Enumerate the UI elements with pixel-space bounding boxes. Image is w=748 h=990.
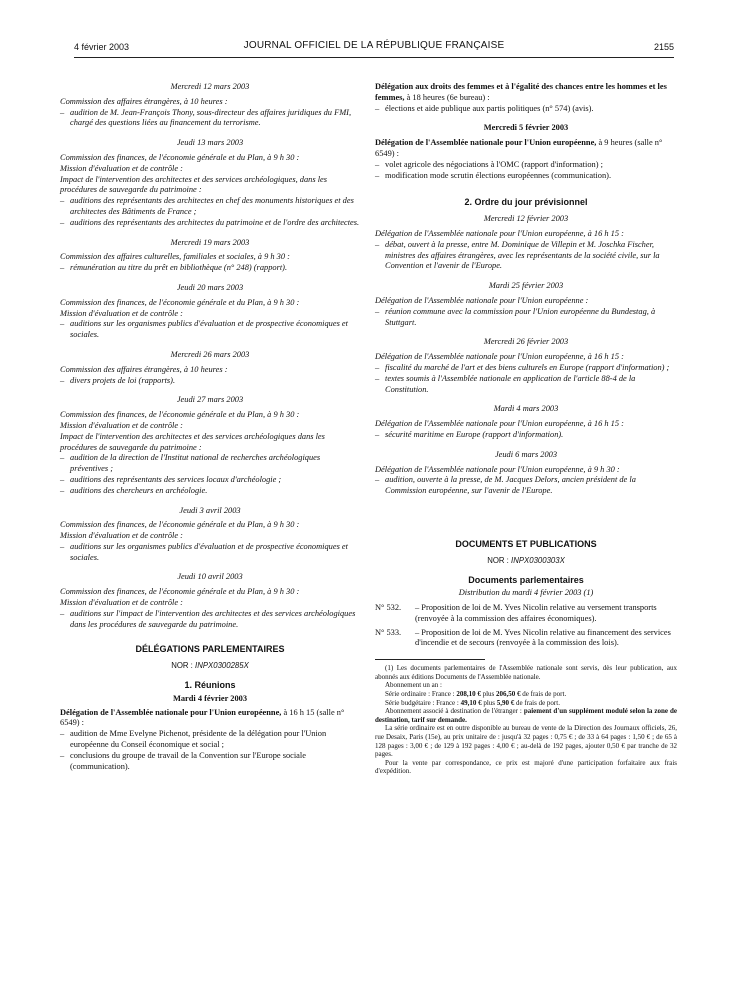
agenda-date: Jeudi 6 mars 2003 xyxy=(494,449,558,459)
agenda-item: – fiscalité du marché de l'art et des biens culturels en Europe (rapport d'information) ; xyxy=(375,362,670,372)
agenda-item: – sécurité maritime en Europe (rapport d'information). xyxy=(375,429,564,439)
agenda-topic: Impact de l'intervention des architectes et des services archéologiques, dans les procédures de sauvegarde du patrimoine : xyxy=(60,174,328,195)
footnote-text: Pour la vente par correspondance, ce prix est majoré d'une participation forfaitaire aux frais d'expédition. xyxy=(375,758,677,776)
document-item xyxy=(375,628,677,650)
agenda-commission: Commission des finances, de l'économie générale et du Plan, à 9 h 30 : xyxy=(60,587,300,597)
meeting-date: Mardi 4 février 2003 xyxy=(172,693,248,703)
header-page-number: 2155 xyxy=(653,42,674,52)
agenda-commission: Commission des finances, de l'économie générale et du Plan, à 9 h 30 : xyxy=(60,520,300,530)
agenda-item: – auditions des représentants des services locaux d'archéologie ; xyxy=(60,474,282,484)
agenda-date: Mercredi 12 février 2003 xyxy=(483,214,569,224)
document-number: N° 533. xyxy=(375,627,402,637)
agenda-commission: Délégation de l'Assemblée nationale pour l'Union européenne, à 16 h 15 : xyxy=(375,228,624,238)
agenda-block-10-avril xyxy=(60,572,360,630)
agenda-commission: Délégation de l'Assemblée nationale pour l'Union européenne, à 16 h 15 : xyxy=(375,419,624,429)
agenda-commission: Commission des affaires étrangères, à 10 heures : xyxy=(60,96,228,106)
agenda-block-12-mars xyxy=(60,82,360,129)
agenda-item: – audition, ouverte à la presse, de M. Jacques Delors, ancien président de la Commission européenne, sur l'avenir de l'Europe. xyxy=(375,475,636,496)
agenda-item: – auditions sur les organismes publics d'évaluation et de prospective économiques et sociales. xyxy=(60,541,348,562)
section-heading: DÉLÉGATIONS PARLEMENTAIRES xyxy=(135,644,285,655)
agenda-item: – auditions des représentants des architectes du patrimoine et de l'ordre des architectes. xyxy=(60,217,360,227)
agenda-item: – audition de la direction de l'Institut national de recherches archéologiques préventives ; xyxy=(60,453,321,474)
agenda-item: – audition de M. Jean-François Thony, sous-directeur des affaires juridiques du FMI, chargé des questions liées au financement du terrorisme. xyxy=(60,107,352,128)
header-date: 4 février 2003 xyxy=(74,42,130,52)
agenda-item: – textes soumis à l'Assemblée nationale en application de l'article 88-4 de la Constitution. xyxy=(375,373,636,394)
footnote-price-line: Série ordinaire : France : 208,10 € plus 206,50 € de frais de port. xyxy=(385,690,567,699)
delegations-section xyxy=(60,644,360,772)
agenda-block-13-mars xyxy=(60,138,360,228)
agenda-mission: Mission d'évaluation et de contrôle : xyxy=(60,420,183,430)
footnote xyxy=(375,664,677,776)
agenda-item: – auditions sur les organismes publics d'évaluation et de prospective économiques et sociales. xyxy=(60,319,348,340)
nor-reference: NOR : INPX0300303X xyxy=(487,555,565,565)
right-column xyxy=(375,82,677,776)
agenda-item: – auditions des chercheurs en archéologie. xyxy=(60,485,208,495)
agenda-date: Jeudi 3 avril 2003 xyxy=(179,505,241,515)
agenda-commission: Commission des finances, de l'économie générale et du Plan, à 9 h 30 : xyxy=(60,410,300,420)
agenda-date: Mercredi 12 mars 2003 xyxy=(170,82,250,91)
subsection-heading: 2. Ordre du jour prévisionnel xyxy=(464,197,588,208)
agenda-date: Mercredi 19 mars 2003 xyxy=(170,237,250,247)
agenda-commission: Commission des affaires étrangères, à 10 heures : xyxy=(60,364,228,374)
header-rule xyxy=(74,57,674,58)
agenda-mission: Mission d'évaluation et de contrôle : xyxy=(60,308,183,318)
agenda-date: Mercredi 26 février 2003 xyxy=(483,337,569,347)
agenda-item: – réunion commune avec la commission pour l'Union européenne du Bundestag, à Stuttgart. xyxy=(375,306,656,327)
agenda-item: – modification mode scrutin élections européennes (communication). xyxy=(375,170,612,180)
agenda-block-3-avril xyxy=(60,506,360,564)
agenda-date: Mardi 4 mars 2003 xyxy=(493,404,559,414)
documents-section xyxy=(375,539,677,649)
agenda-item: – audition de Mme Evelyne Pichenot, présidente de la délégation pour l'Union européenne du Conseil économique et social ; xyxy=(60,729,327,750)
delegation-name: Délégation de l'Assemblée nationale pour l'Union européenne, à 16 h 15 (salle n° 6549) : xyxy=(60,707,345,728)
agenda-block-19-mars xyxy=(60,238,360,274)
document-item xyxy=(375,603,677,625)
agenda-item: – auditions sur l'impact de l'intervention des architectes et des services archéologiques dans les procédures de sauvegarde du patrimoine. xyxy=(60,608,356,629)
agenda-date: Jeudi 27 mars 2003 xyxy=(176,395,244,405)
agenda-commission: Délégation de l'Assemblée nationale pour l'Union européenne, à 9 h 30 : xyxy=(375,464,620,474)
agenda-item: – débat, ouvert à la presse, entre M. Dominique de Villepin et M. Joschka Fischer, ministres des affaires étrangères, avec les représentants de la société civile, sur la Convention et l'avenir de l'Europe. xyxy=(375,239,660,271)
agenda-commission: Délégation de l'Assemblée nationale pour l'Union européenne : xyxy=(375,295,589,305)
agenda-mission: Mission d'évaluation et de contrôle : xyxy=(60,531,183,541)
document-title: – Proposition de loi de M. Yves Nicolin relative au versement transports (renvoyée à la commission des affaires économiques). xyxy=(415,603,657,623)
subsection-heading: Documents parlementaires xyxy=(468,574,584,585)
distribution-date: Distribution du mardi 4 février 2003 (1) xyxy=(458,588,594,598)
delegation-name: Délégation de l'Assemblée nationale pour l'Union européenne, à 9 heures (salle n° 6549) : xyxy=(375,138,663,158)
footnote-text: Abonnement un an : xyxy=(385,681,442,690)
forecast-6-mars xyxy=(375,450,677,497)
footnote-price-line: Série budgétaire : France : 49,10 € plus 5,90 € de frais de port. xyxy=(385,698,560,707)
footnote-text: Abonnement associé à destination de l'étranger : paiement d'un supplément modulé selon la zone de destination, tarif sur demande. xyxy=(375,707,677,724)
agenda-block-26-mars xyxy=(60,350,360,386)
agenda-item: – auditions des représentants des architectes en chef des monuments historiques et des architectes des Bâtiments de France ; xyxy=(60,196,354,216)
delegation-droits-femmes xyxy=(375,82,677,114)
nor-reference: NOR : INPX0300285X xyxy=(171,661,249,671)
agenda-commission: Commission des finances, de l'économie générale et du Plan, à 9 h 30 : xyxy=(60,152,300,162)
agenda-commission: Commission des affaires culturelles, familiales et sociales, à 9 h 30 : xyxy=(60,252,290,262)
agenda-commission: Commission des finances, de l'économie générale et du Plan, à 9 h 30 : xyxy=(60,297,300,307)
agenda-item: – divers projets de loi (rapports). xyxy=(60,375,176,385)
meeting-date: Mercredi 5 février 2003 xyxy=(483,123,569,133)
agenda-date: Jeudi 20 mars 2003 xyxy=(176,282,244,292)
forecast-25-fevrier xyxy=(375,281,677,328)
section-heading: DOCUMENTS ET PUBLICATIONS xyxy=(455,538,597,549)
agenda-block-27-mars xyxy=(60,395,360,496)
agenda-mission: Mission d'évaluation et de contrôle : xyxy=(60,598,183,608)
agenda-commission: Délégation de l'Assemblée nationale pour l'Union européenne, à 16 h 15 : xyxy=(375,352,624,362)
footnote-rule xyxy=(375,659,485,660)
agenda-item: – volet agricole des négociations à l'OMC (rapport d'information) ; xyxy=(375,159,603,169)
header-title: JOURNAL OFFICIEL DE LA RÉPUBLIQUE FRANÇAISE xyxy=(243,40,505,51)
agenda-date: Jeudi 10 avril 2003 xyxy=(177,572,243,582)
forecast-4-mars xyxy=(375,404,677,440)
left-column xyxy=(60,82,360,772)
delegation-name: Délégation aux droits des femmes et à l'égalité des chances entre les hommes et les femmes, à 18 heures (6e bureau) : xyxy=(375,82,667,102)
agenda-item: – élections et aide publique aux partis politiques (n° 574) (avis). xyxy=(375,103,594,113)
agenda-mission: Mission d'évaluation et de contrôle : xyxy=(60,163,183,173)
agenda-block-20-mars xyxy=(60,283,360,341)
document-title: – Proposition de loi de M. Yves Nicolin relative au financement des services d'incendie et de secours (renvoyée à la commission des lois). xyxy=(415,627,671,648)
footnote-text: La série ordinaire est en outre disponible au bureau de vente de la Direction des Journaux officiels, 26, rue Desaix, Paris (15e), au prix unitaire de : jusqu'à 32 pages : 0,75 € ; de 33 à 64 pages : 1,50 € ; de 65 à 128 pages : 3,00 € ; de 129 à 192 pages : 4,00 € ; au-delà de 192 pages, ajouter 0,50 € par tranche de 32 pages. xyxy=(375,724,677,759)
agenda-date: Mardi 25 février 2003 xyxy=(488,281,564,291)
forecast-12-fevrier xyxy=(375,214,677,272)
subsection-heading: 1. Réunions xyxy=(184,680,236,691)
agenda-date: Mercredi 26 mars 2003 xyxy=(170,349,250,359)
agenda-date: Jeudi 13 mars 2003 xyxy=(176,138,244,148)
document-number: N° 532. xyxy=(375,603,402,613)
agenda-item: – rémunération au titre du prêt en bibliothèque (n° 248) (rapport). xyxy=(60,263,288,273)
meeting-5-fevrier xyxy=(375,123,677,181)
footnote-text: (1) Les documents parlementaires de l'Assemblée nationale sont servis, dès leur publication, aux abonnés aux éditions Documents de l'Assemblée nationale. xyxy=(375,664,677,681)
forecast-26-fevrier xyxy=(375,337,677,395)
agenda-topic: Impact de l'intervention des architectes et des services archéologiques dans les procédures de sauvegarde du patrimoine : xyxy=(60,431,325,452)
page-header xyxy=(74,40,674,56)
agenda-item: – conclusions du groupe de travail de la Convention sur l'Europe sociale (communication). xyxy=(60,750,306,771)
